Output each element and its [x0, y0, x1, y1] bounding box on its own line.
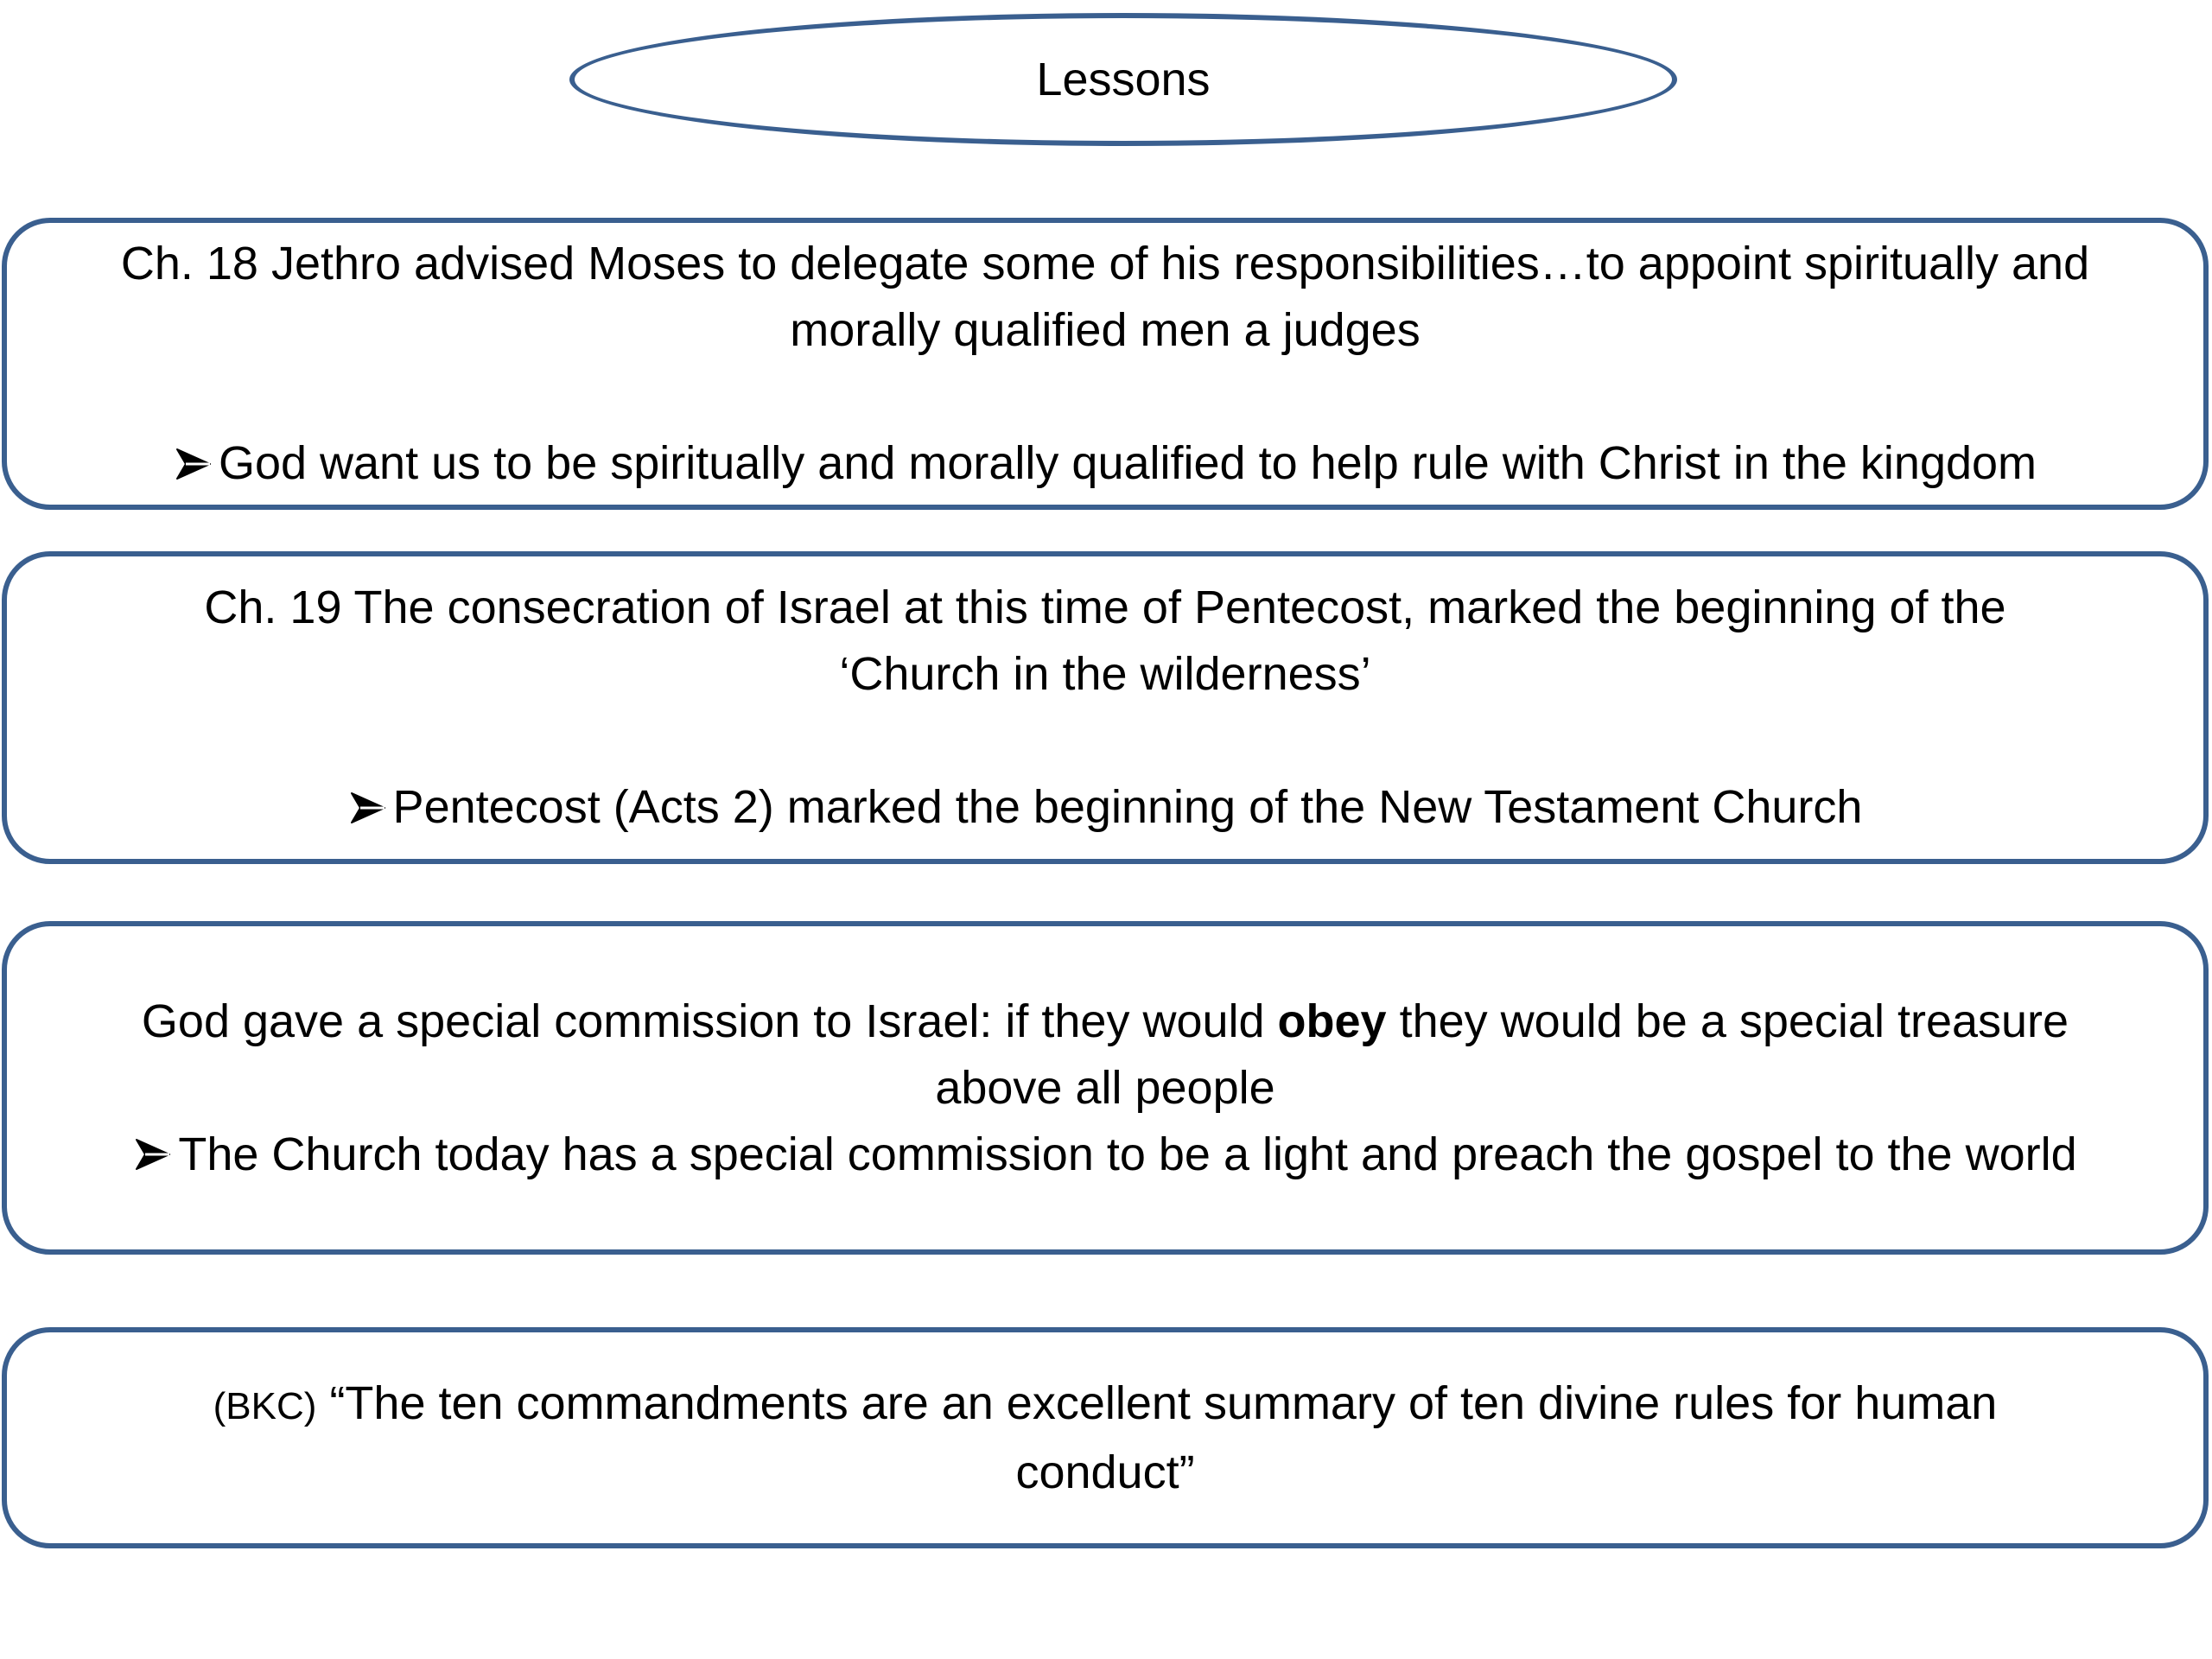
lesson-bullet — [174, 430, 2037, 497]
lesson-bullet — [348, 774, 1863, 841]
lesson-bullet — [133, 1122, 2076, 1188]
lesson-text-line: conduct” — [1015, 1446, 1195, 1498]
quote-text: “The ten commandments are an excellent summary of ten divine rules for human — [316, 1376, 1998, 1429]
lesson-bullet-text: Pentecost (Acts 2) marked the beginning of the New Testament Church — [392, 781, 1863, 833]
arrowhead-bullet-icon — [133, 1135, 173, 1174]
lesson-text-line: ‘Church in the wilderness’ — [839, 648, 1371, 700]
arrowhead-bullet-icon — [174, 444, 213, 484]
lesson-text-line: morally qualified men a judges — [790, 304, 1421, 356]
lesson-box-ch19 — [2, 551, 2209, 864]
lesson-box-commission — [2, 921, 2209, 1255]
lesson-text-line: Ch. 19 The consecration of Israel at this time of Pentecost, marked the beginning of the — [204, 582, 2006, 633]
lesson-bullet-text: God want us to be spiritually and morally qualified to help rule with Christ in the kingdom — [218, 437, 2037, 489]
slide-title: Lessons — [1036, 54, 1211, 105]
title-oval — [569, 13, 1677, 146]
lesson-text-line — [142, 988, 2069, 1055]
lesson-text-line: Ch. 18 Jethro advised Moses to delegate some of his responsibilities…to appoint spiritually and — [120, 238, 2090, 289]
lesson-text-segment: they would be a special treasure — [1386, 995, 2069, 1047]
arrowhead-bullet-icon — [348, 788, 388, 828]
lesson-box-ch18 — [2, 218, 2209, 510]
lesson-text-line: above all people — [935, 1061, 1275, 1114]
lesson-text-segment: God gave a special commission to Israel: if they would — [141, 995, 1278, 1047]
quote-source: (BKC) — [213, 1384, 317, 1427]
lesson-bullet-text: The Church today has a special commission to be a light and preach the gospel to the world — [178, 1128, 2077, 1180]
lesson-text-line — [213, 1370, 1998, 1440]
lesson-box-bkc-quote — [2, 1327, 2209, 1548]
emphasis-obey: obey — [1277, 995, 1387, 1047]
